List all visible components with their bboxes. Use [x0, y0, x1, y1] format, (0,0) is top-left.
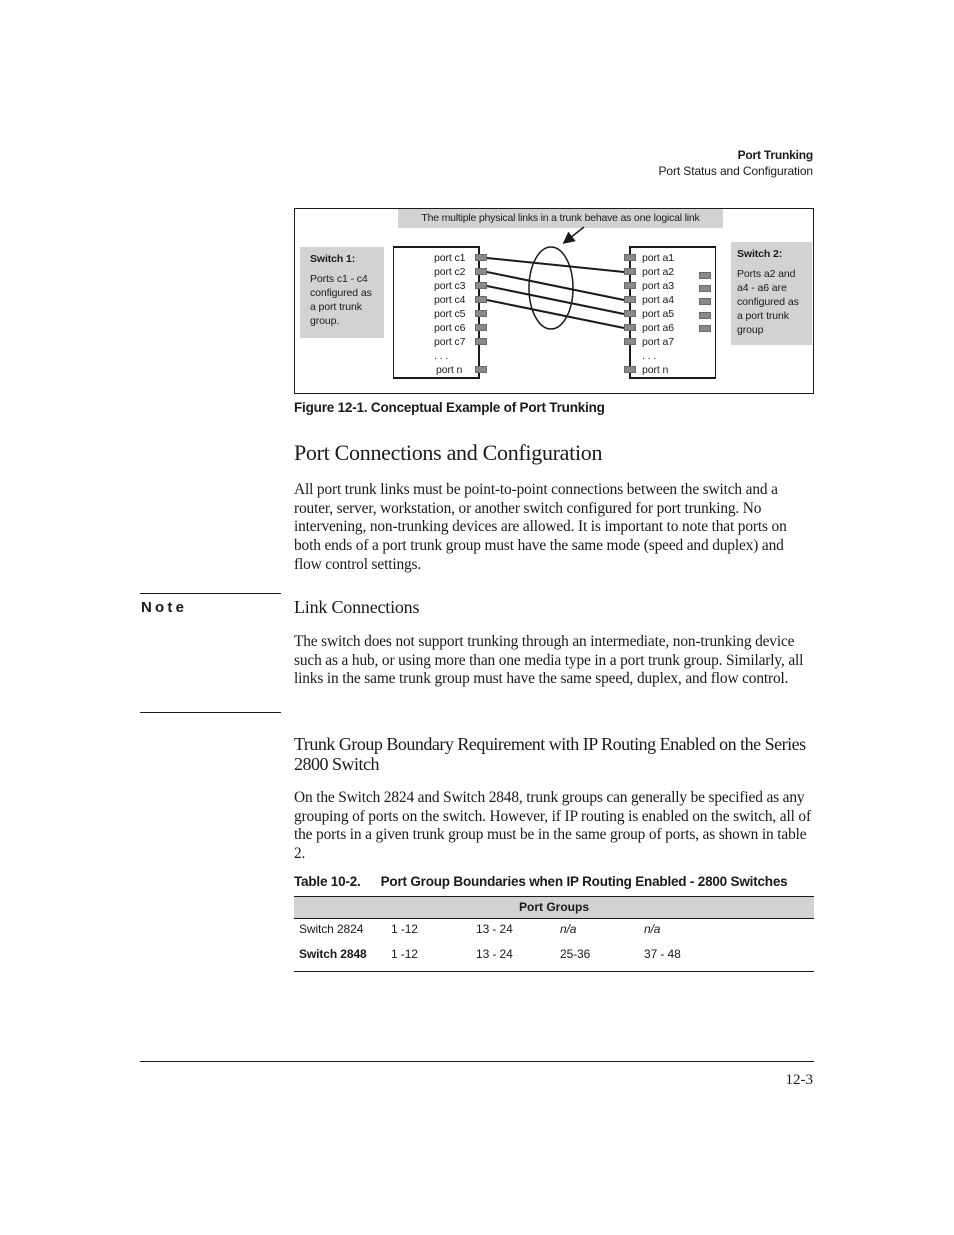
note-heading: Link Connections [294, 597, 420, 617]
port-trunking-figure [294, 208, 814, 394]
figure-caption: Figure 12-1. Conceptual Example of Port Trunking [294, 400, 605, 415]
switch2-port-label: port a4 [642, 294, 674, 306]
callout-arrow [565, 227, 584, 242]
trunk-links-diagram [295, 209, 813, 393]
port-groups-table [294, 896, 814, 972]
switch1-port-label: port c6 [434, 322, 466, 334]
table-row [294, 944, 814, 969]
switch2-port-ellipsis: . . . [642, 350, 657, 362]
subsection-heading: Trunk Group Boundary Requirement with IP Routing Enabled on the Series 2800 Switch [294, 734, 806, 774]
section-paragraph: All port trunk links must be point-to-point connections between the switch and a router, server, workstation, or another switch configured for port trunking. No intervening, non-trunking devices are allowed. It is important to note that ports on both ends of a port trunk group must have the same mode (speed and duplex) and flow control settings. [294, 481, 787, 573]
table-row [294, 919, 814, 944]
table-cell: n/a [560, 922, 577, 936]
switch2-description: Ports a2 and a4 - a6 are configured as a port trunk group [737, 268, 799, 336]
switch2-port-label: port a7 [642, 336, 674, 348]
trunk-link-c4-a6 [487, 300, 624, 328]
switch2-port-label: port n [642, 364, 669, 376]
switch1-port-label: port n [436, 364, 463, 376]
table-cell: 13 - 24 [476, 922, 513, 936]
switch2-port-label: port a2 [642, 266, 674, 278]
note-paragraph: The switch does not support trunking through an intermediate, non-trunking device such as a hub, or using more than one media type in a port trunk group. Similarly, all links in the same trunk group must have the same speed, duplex, and flow control. [294, 633, 804, 688]
table-caption-number: Table 10-2. [294, 874, 361, 889]
table-bottom-rule [294, 971, 814, 972]
table-cell-switch: Switch 2824 [299, 922, 364, 936]
figure-banner: The multiple physical links in a trunk behave as one logical link [398, 209, 723, 228]
table-caption-text: Port Group Boundaries when IP Routing Enabled - 2800 Switches [380, 874, 788, 889]
switch1-port-label: port c7 [434, 336, 466, 348]
trunk-link-c3-a5 [487, 286, 624, 314]
note-rule-top [140, 593, 281, 594]
switch1-port-label: port c2 [434, 266, 466, 278]
switch2-title: Switch 2: [737, 248, 783, 260]
table-cell-switch: Switch 2848 [299, 947, 367, 961]
trunk-link-c1-a2 [487, 258, 624, 272]
table-caption [294, 874, 787, 889]
trunk-link-c2-a4 [487, 272, 624, 300]
switch1-title: Switch 1: [310, 253, 356, 265]
switch1-port-label: port c1 [434, 252, 466, 264]
table-cell: n/a [644, 922, 661, 936]
switch1-port-label: port c4 [434, 294, 466, 306]
table-cell: 1 -12 [391, 922, 418, 936]
table-cell: 1 -12 [391, 947, 418, 961]
subsection-paragraph: On the Switch 2824 and Switch 2848, trunk groups can generally be specified as any grouping of ports on the switch. However, if IP routing is enabled on the switch, all of the ports in a given trunk group must be in the same group of ports, as shown in table 2. [294, 789, 811, 863]
switch2-port-label: port a3 [642, 280, 674, 292]
switch1-port-label: port c3 [434, 280, 466, 292]
table-cell: 13 - 24 [476, 947, 513, 961]
switch1-port-label: port c5 [434, 308, 466, 320]
switch2-port-label: port a6 [642, 322, 674, 334]
note-label: Note [141, 599, 188, 616]
switch2-port-label: port a5 [642, 308, 674, 320]
footer-rule [140, 1061, 814, 1062]
running-header-section: Port Status and Configuration [658, 164, 813, 178]
switch1-description: Ports c1 - c4 configured as a port trunk group. [310, 273, 372, 327]
section-heading: Port Connections and Configuration [294, 440, 603, 465]
table-cell: 37 - 48 [644, 947, 681, 961]
running-header-chapter: Port Trunking [737, 148, 813, 162]
switch1-port-ellipsis: . . . [434, 350, 449, 362]
table-cell: 25-36 [560, 947, 591, 961]
page-number: 12-3 [785, 1072, 813, 1088]
table-header: Port Groups [294, 896, 814, 919]
note-rule-bottom [140, 712, 281, 713]
switch2-port-label: port a1 [642, 252, 674, 264]
